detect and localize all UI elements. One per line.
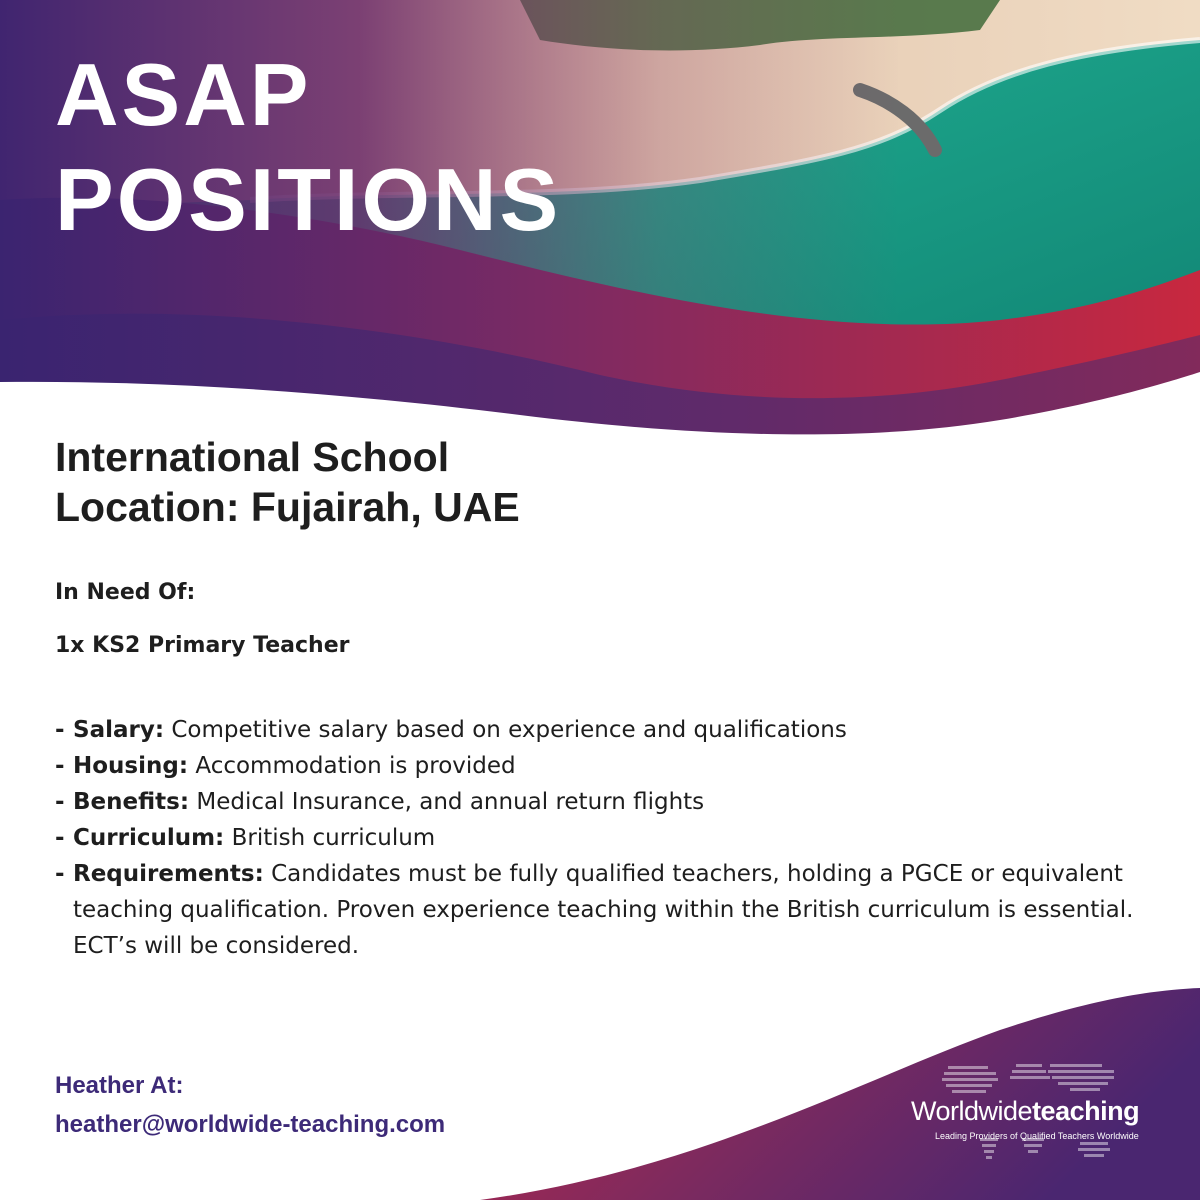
- detail-housing: [55, 748, 1165, 784]
- dash-marker: -: [55, 717, 65, 743]
- detail-value: Candidates must be fully qualified teachers, holding a PGCE or equivalent teaching qualification. Proven experience teaching within the British curriculum is essential. ECT’s will be considered.: [73, 861, 1134, 959]
- detail-key: Salary:: [73, 717, 165, 743]
- hero-title-line1: ASAP: [55, 45, 312, 144]
- logo-word-bold: teaching: [1032, 1096, 1140, 1126]
- worldwide-teaching-logo: [905, 1058, 1155, 1178]
- dash-marker: -: [55, 753, 65, 779]
- school-name: International School: [55, 434, 450, 480]
- detail-requirements: [55, 856, 1165, 964]
- need-label: In Need Of:: [55, 580, 196, 605]
- detail-value: Accommodation is provided: [195, 753, 516, 779]
- logo-tagline: Leading Providers of Qualified Teachers Worldwide: [935, 1131, 1139, 1141]
- detail-curriculum: [55, 820, 1165, 856]
- school-location: Location: Fujairah, UAE: [55, 484, 520, 530]
- detail-key: Curriculum:: [73, 825, 225, 851]
- detail-value: British curriculum: [231, 825, 436, 851]
- dash-marker: -: [55, 825, 65, 851]
- logo-wordmark: [911, 1096, 1139, 1127]
- detail-key: Requirements:: [73, 861, 264, 887]
- logo-word-light: Worldwide: [911, 1096, 1033, 1126]
- detail-value: Medical Insurance, and annual return flights: [196, 789, 705, 815]
- contact-email[interactable]: heather@worldwide-teaching.com: [55, 1111, 446, 1138]
- hero-title-line2: POSITIONS: [55, 150, 562, 249]
- position-title: 1x KS2 Primary Teacher: [55, 633, 350, 658]
- detail-salary: [55, 712, 1165, 748]
- dash-marker: -: [55, 861, 65, 887]
- contact-label: Heather At:: [55, 1072, 184, 1099]
- dash-marker: -: [55, 789, 65, 815]
- detail-key: Housing:: [73, 753, 189, 779]
- hero-title: [55, 42, 561, 252]
- detail-key: Benefits:: [73, 789, 190, 815]
- details-list: [55, 712, 1165, 964]
- detail-benefits: [55, 784, 1165, 820]
- detail-value: Competitive salary based on experience and qualifications: [171, 717, 847, 743]
- school-heading: [55, 432, 520, 532]
